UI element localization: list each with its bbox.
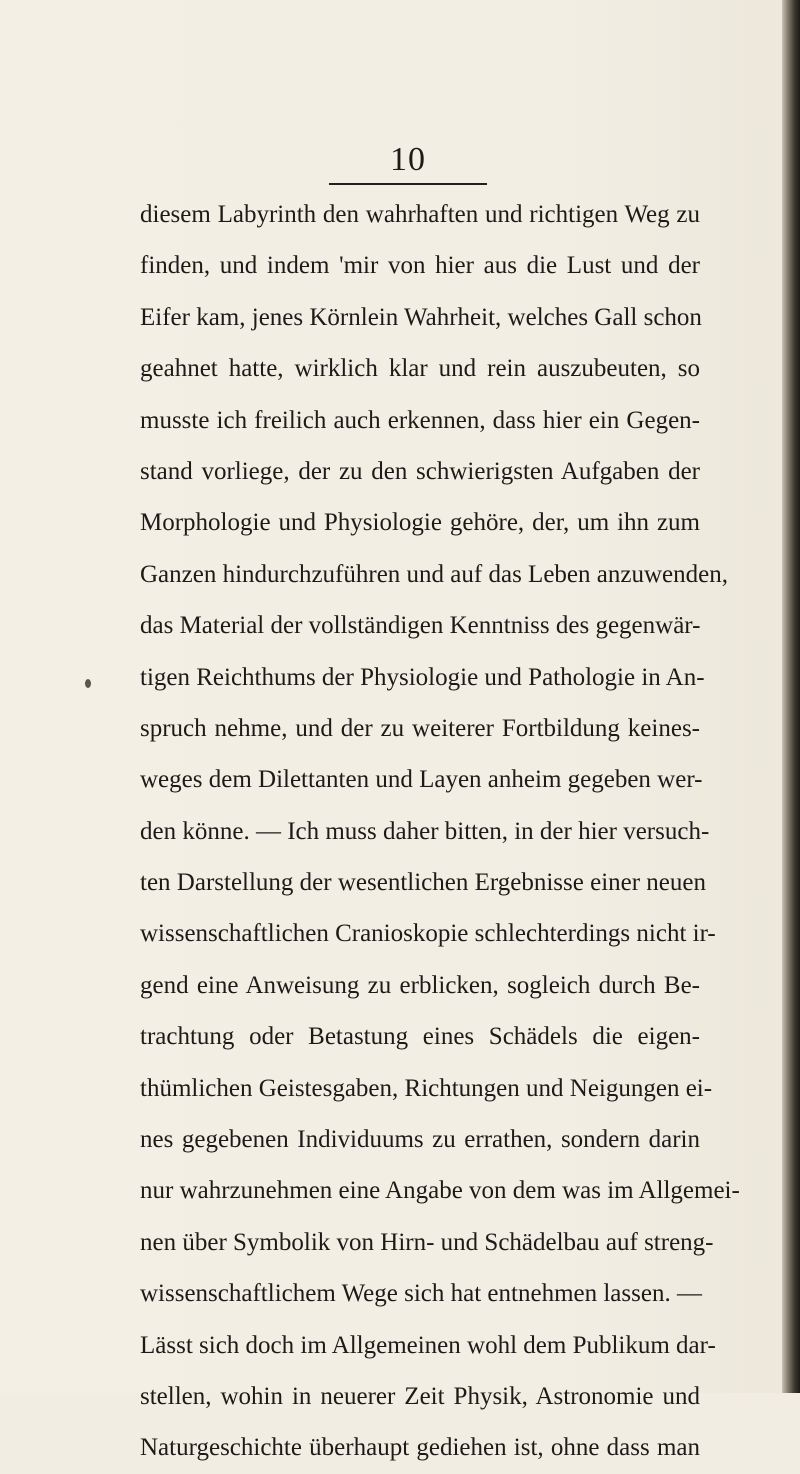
text-line: diesem Labyrinth den wahrhaften und richtigen Weg zu bbox=[140, 201, 700, 228]
text-line: wissenschaftlichem Wege sich hat entnehmen lassen. — bbox=[140, 1280, 702, 1308]
text-line: spruch nehme, und der zu weiterer Fortbildung keines- bbox=[140, 714, 700, 742]
text-line: nes gegebenen Individuums zu errathen, sondern darin bbox=[140, 1126, 700, 1154]
text-line: ten Darstellung der wesentlichen Ergebnisse einer neuen bbox=[140, 869, 707, 897]
text-line: trachtung oder Betastung eines Schädels die eigen- bbox=[140, 1023, 700, 1051]
text-line: geahnet hatte, wirklich klar und rein auszubeuten, so bbox=[140, 355, 700, 383]
margin-mark bbox=[85, 679, 91, 688]
text-line: gend eine Anweisung zu erblicken, sogleich durch Be- bbox=[140, 971, 700, 999]
text-line: tigen Reichthums der Physiologie und Pathologie in An- bbox=[140, 663, 705, 691]
text-line: nur wahrzunehmen eine Angabe von dem was im Allgemei- bbox=[140, 1177, 740, 1205]
page-edge-shadow bbox=[782, 0, 800, 1393]
text-line: Morphologie und Physiologie gehöre, der, um ihn zum bbox=[140, 509, 700, 537]
text-line: das Material der vollständigen Kenntniss des gegenwär- bbox=[140, 612, 701, 640]
text-line: stellen, wohin in neuerer Zeit Physik, Astronomie und bbox=[140, 1382, 700, 1410]
text-line: musste ich freilich auch erkennen, dass hier ein Gegen- bbox=[140, 406, 700, 434]
text-line: wissenschaftlichen Cranioskopie schlechterdings nicht ir- bbox=[140, 920, 716, 948]
header-rule bbox=[329, 183, 487, 185]
text-line: Naturgeschichte überhaupt gediehen ist, ohne dass man bbox=[140, 1434, 700, 1462]
text-line: thümlichen Geistesgaben, Richtungen und Neigungen ei- bbox=[140, 1074, 713, 1102]
text-line: stand vorliege, der zu den schwierigsten Aufgaben der bbox=[140, 457, 700, 485]
text-line: Eifer kam, jenes Körnlein Wahrheit, welches Gall schon bbox=[140, 303, 702, 331]
text-line: weges dem Dilettanten und Layen anheim gegeben wer- bbox=[140, 766, 703, 794]
text-line: den könne. — Ich muss daher bitten, in der hier versuch- bbox=[140, 817, 710, 845]
text-line: nen über Symbolik von Hirn- und Schädelbau auf streng- bbox=[140, 1228, 714, 1256]
page-number: 10 bbox=[390, 141, 426, 178]
text-line: Ganzen hindurchzuführen und auf das Leben anzuwenden, bbox=[140, 560, 728, 588]
body-text bbox=[140, 189, 740, 1474]
text-line: finden, und indem 'mir von hier aus die Lust und der bbox=[140, 252, 700, 280]
text-line: Lässt sich doch im Allgemeinen wohl dem Publikum dar- bbox=[140, 1331, 716, 1359]
